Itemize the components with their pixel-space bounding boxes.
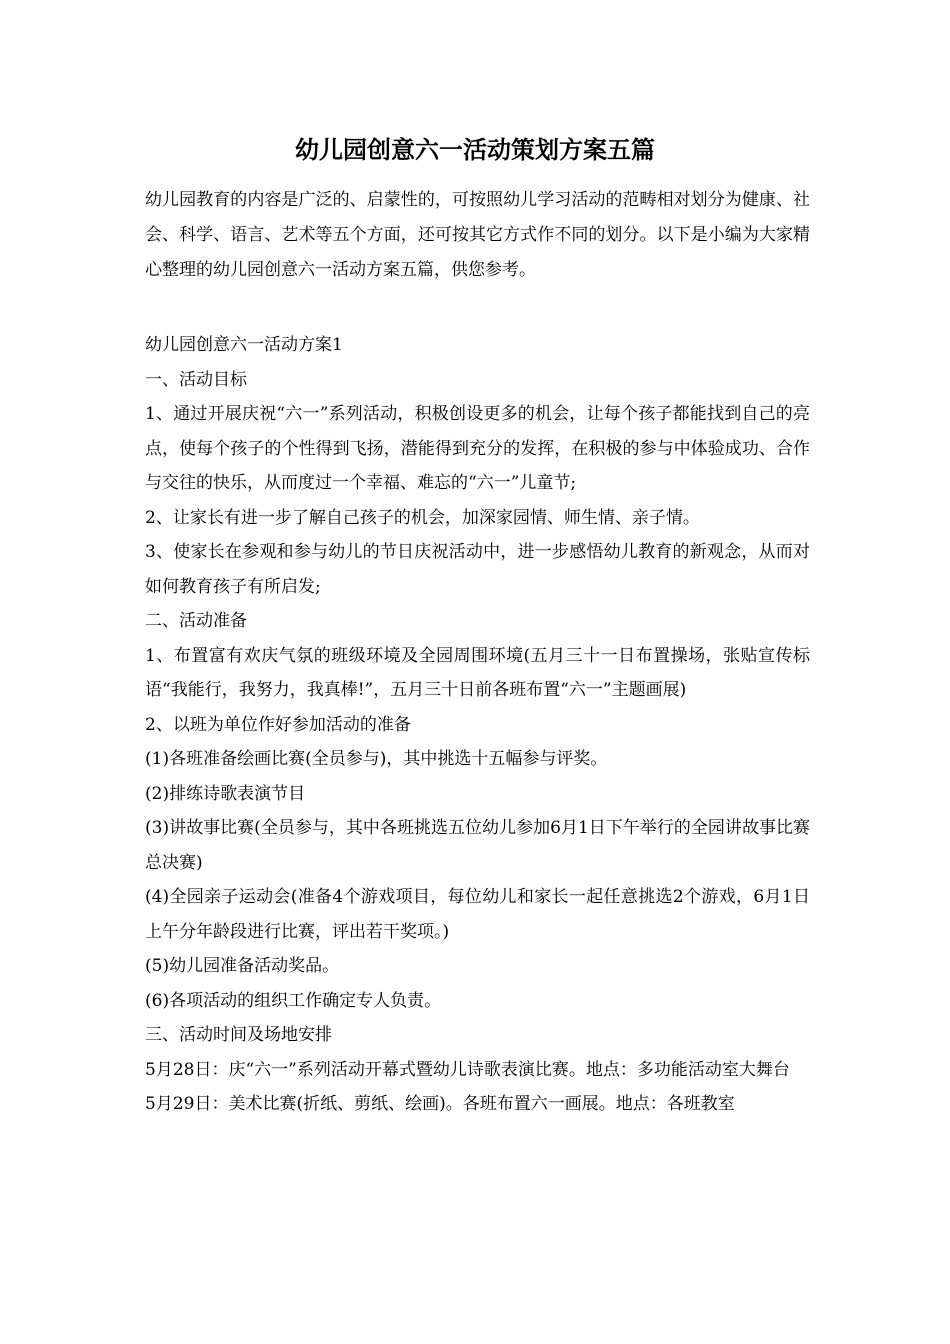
section-heading: 二、活动准备 — [145, 611, 247, 631]
list-item: (3)讲故事比赛(全员参与，其中各班挑选五位幼儿参加6月1日下午举行的全园讲故事比赛总决赛) — [145, 818, 810, 873]
body-paragraph: 2、以班为单位作好参加活动的准备 — [145, 714, 411, 735]
schedule-item: 5月29日：美术比赛(折纸、剪纸、绘画)。各班布置六一画展。地点：各班教室 — [145, 1094, 735, 1114]
schedule-item: 5月28日：庆“六一”系列活动开幕式暨幼儿诗歌表演比赛。地点：多功能活动室大舞台 — [145, 1059, 790, 1080]
section-heading: 三、活动时间及场地安排 — [145, 1025, 332, 1045]
list-item: (5)幼儿园准备活动奖品。 — [145, 956, 340, 976]
document-body — [145, 328, 810, 1122]
body-paragraph: 1、布置富有欢庆气氛的班级环境及全园周围环境(五月三十一日布置操场，张贴宣传标语“我能行，我努力，我真棒!”，五月三十日前各班布置“六一”主题画展) — [145, 645, 810, 700]
section-heading: 一、活动目标 — [145, 369, 247, 390]
section-heading: 幼儿园创意六一活动方案1 — [145, 335, 343, 355]
intro-paragraph: 幼儿园教育的内容是广泛的、启蒙性的，可按照幼儿学习活动的范畴相对划分为健康、社会、科学、语言、艺术等五个方面，还可按其它方式作不同的划分。以下是小编为大家精心整理的幼儿园创意六一活动方案五篇，供您参考。 — [145, 190, 810, 280]
list-item: (2)排练诗歌表演节目 — [145, 783, 306, 804]
list-item: (6)各项活动的组织工作确定专人负责。 — [145, 990, 442, 1011]
list-item: (4)全园亲子运动会(准备4个游戏项目，每位幼儿和家长一起任意挑选2个游戏，6月1日上午分年龄段进行比赛，评出若干奖项。) — [145, 887, 810, 942]
document-title: 幼儿园创意六一活动策划方案五篇 — [295, 135, 655, 164]
body-paragraph: 3、使家长在参观和参与幼儿的节日庆祝活动中，进一步感悟幼儿教育的新观念，从而对如何教育孩子有所启发; — [145, 542, 810, 597]
list-item: (1)各班准备绘画比赛(全员参与)，其中挑选十五幅参与评奖。 — [145, 749, 608, 769]
body-paragraph: 2、让家长有进一步了解自己孩子的机会，加深家园情、师生情、亲子情。 — [145, 507, 700, 528]
body-paragraph: 1、通过开展庆祝“六一”系列活动，积极创设更多的机会，让每个孩子都能找到自己的亮点，使每个孩子的个性得到飞扬，潜能得到充分的发挥，在积极的参与中体验成功、合作与交往的快乐，从而度过一个幸福、难忘的“六一”儿童节; — [145, 404, 810, 493]
